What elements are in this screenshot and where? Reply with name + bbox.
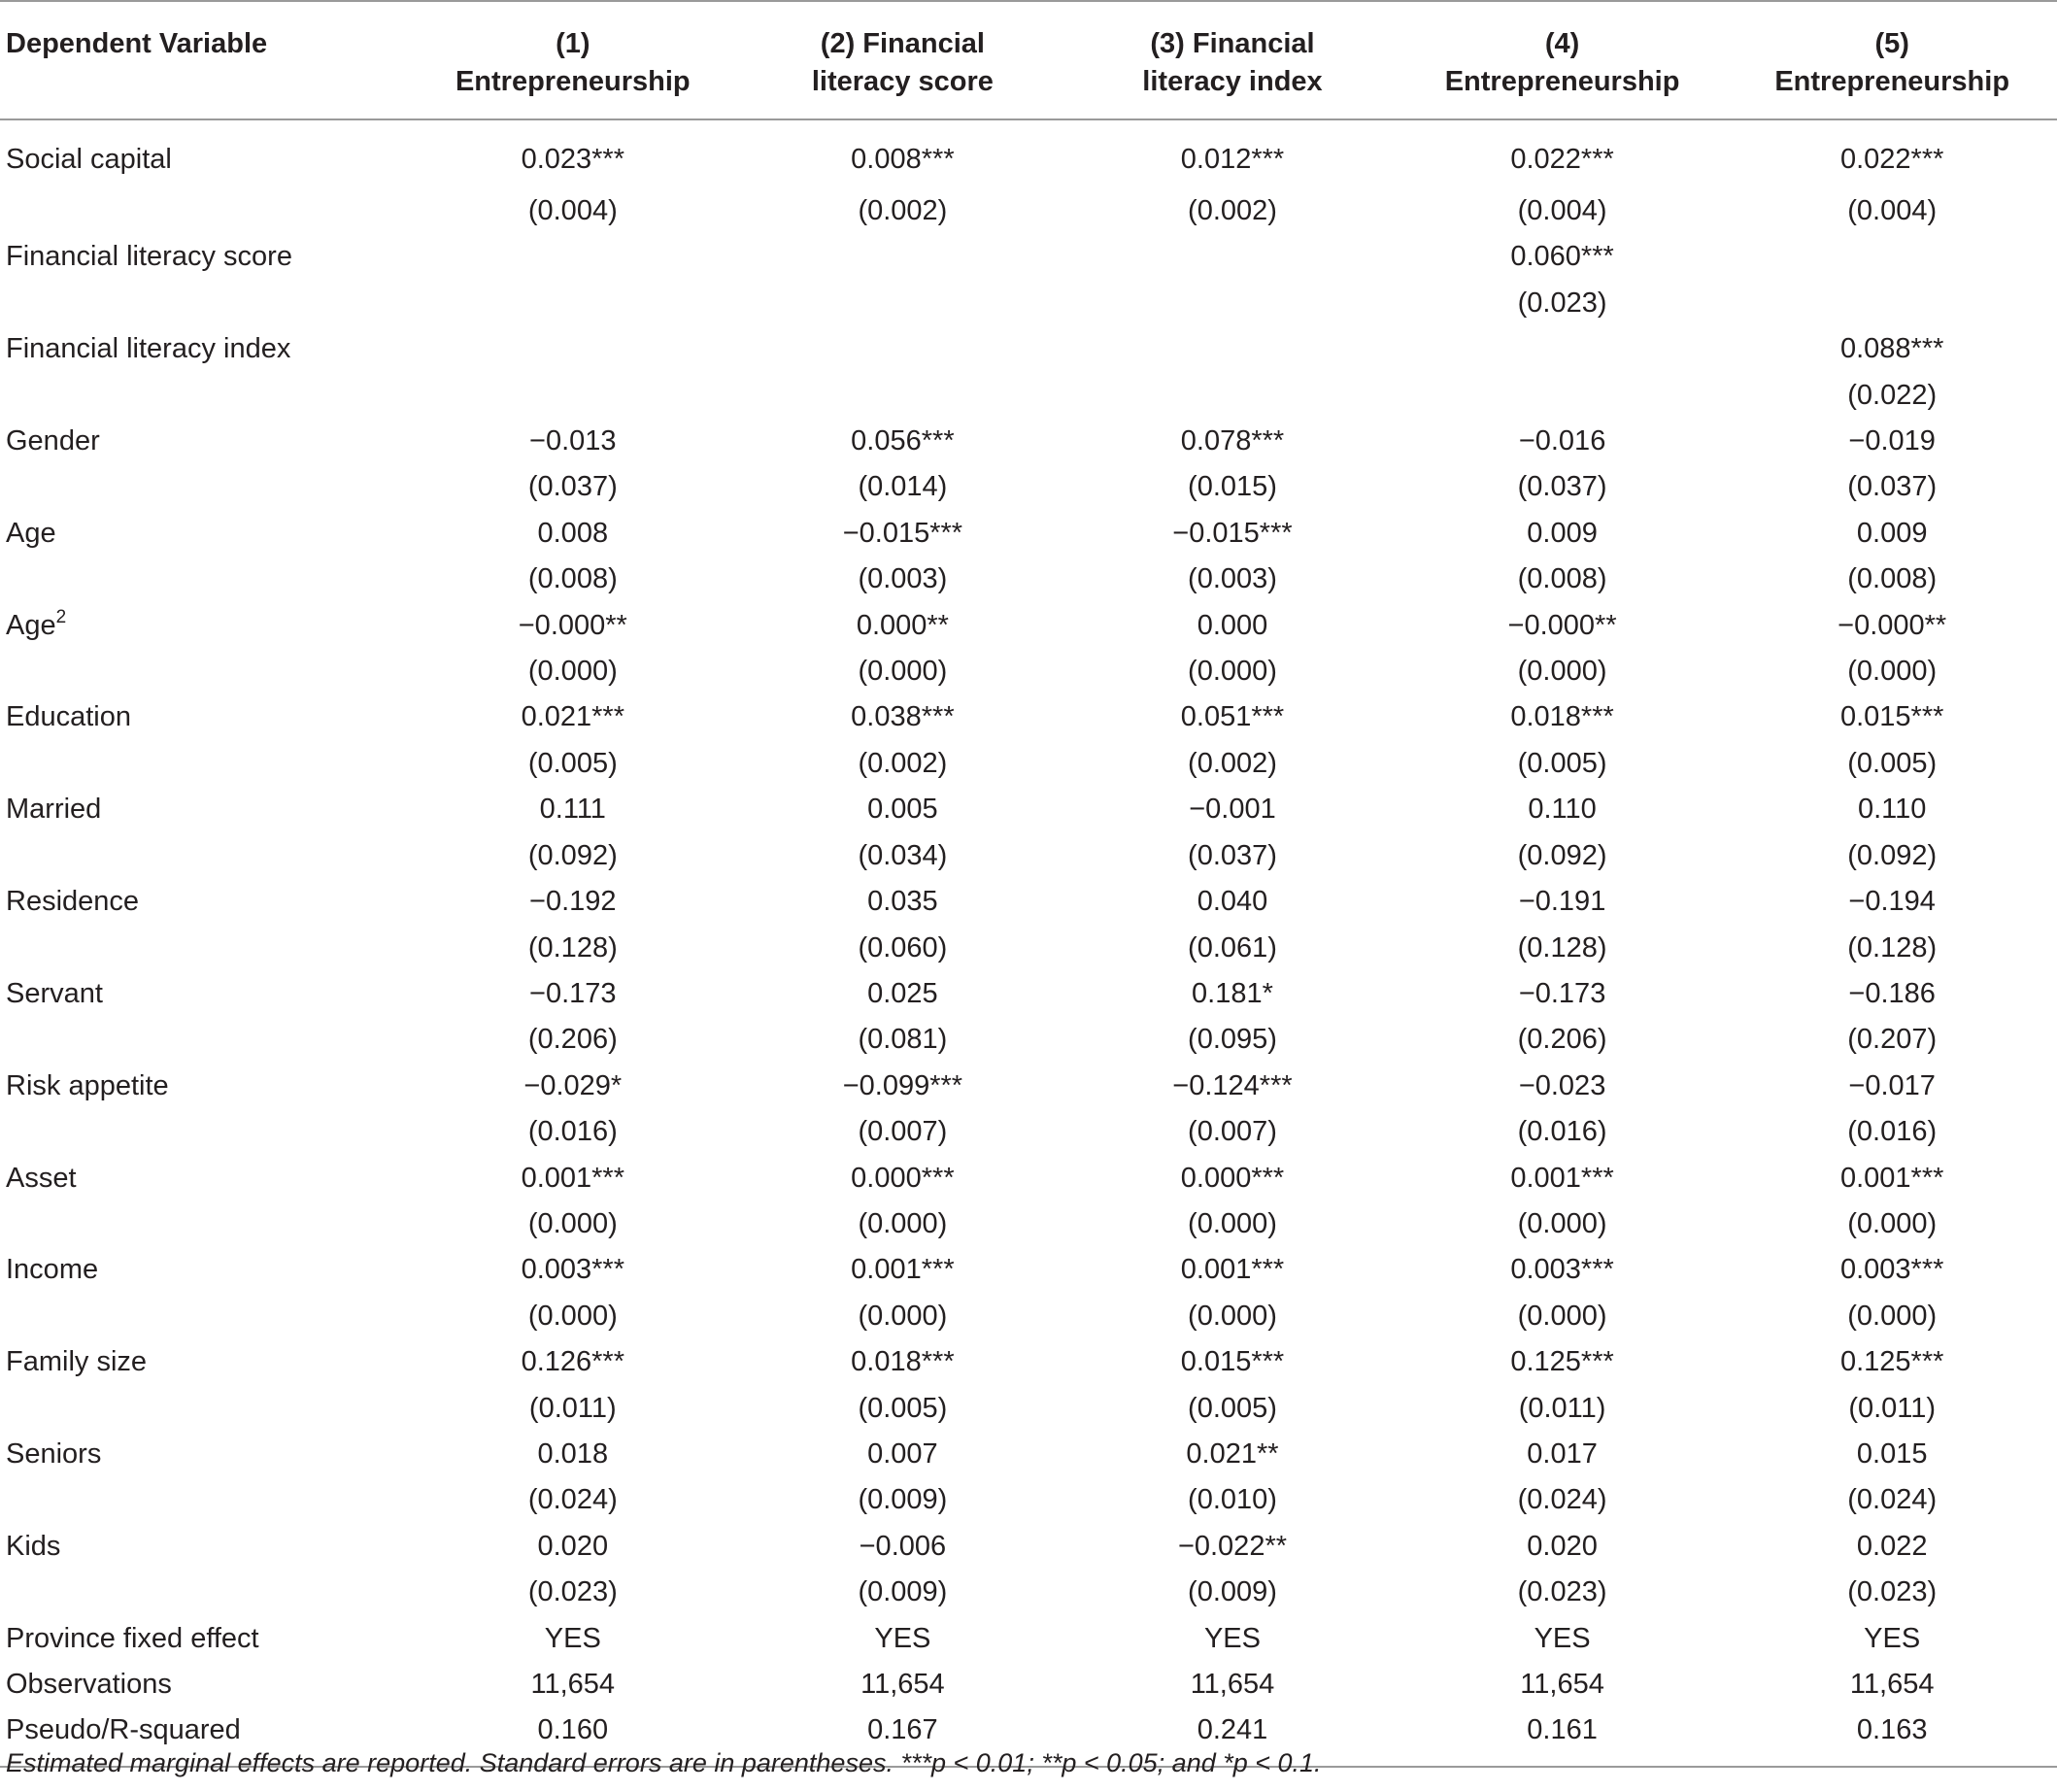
header-column-3	[1067, 1, 1398, 119]
table-row	[0, 1432, 2057, 1477]
table-cell-col-2: (0.009)	[858, 1484, 948, 1516]
table-cell-col-1	[408, 281, 738, 326]
row-label-cell	[0, 464, 408, 510]
row-label-cell	[0, 119, 408, 188]
table-cell-col-2: (0.000)	[858, 1300, 948, 1332]
table-cell-col-4: 0.018***	[1510, 701, 1614, 733]
header-row	[0, 1, 2057, 119]
table-cell-col-4: (0.011)	[1518, 1392, 1606, 1424]
table-row	[0, 1109, 2057, 1155]
table-cell-col-1: −0.173	[529, 977, 617, 1009]
table-cell-col-5: (0.008)	[1847, 563, 1938, 595]
header-column-2-line1: (2) Financial	[820, 28, 985, 59]
table-cell-col-5: (0.024)	[1847, 1484, 1938, 1516]
table-cell-col-2	[738, 326, 1068, 372]
header-column-5	[1727, 1, 2057, 119]
table-row	[0, 1294, 2057, 1339]
table-row	[0, 419, 2057, 464]
table-body	[0, 119, 2057, 1767]
table-cell-col-3: 0.012***	[1180, 144, 1285, 175]
row-label: Asset	[6, 1162, 77, 1194]
header-column-1-line1: (1)	[556, 28, 590, 59]
row-label-cell	[0, 694, 408, 740]
table-cell-col-2: −0.006	[859, 1530, 947, 1562]
table-row	[0, 694, 2057, 740]
table-cell-col-4: (0.092)	[1517, 839, 1607, 871]
table-cell-col-3: (0.000)	[1188, 1207, 1277, 1239]
row-label: Social capital	[6, 144, 172, 175]
row-label-cell	[0, 234, 408, 280]
table-row	[0, 926, 2057, 971]
table-cell-col-3: (0.003)	[1188, 563, 1277, 595]
table-cell-col-3: 11,654	[1190, 1669, 1275, 1700]
table-cell-col-1: (0.000)	[527, 1207, 618, 1239]
table-cell-col-1	[408, 326, 738, 372]
table-cell-col-5: (0.000)	[1847, 656, 1938, 688]
table-cell-col-1: (0.000)	[527, 1300, 618, 1332]
table-row	[0, 971, 2057, 1017]
table-cell-col-4: (0.016)	[1517, 1116, 1607, 1148]
table-cell-col-5: 0.015***	[1839, 701, 1944, 733]
table-cell-col-3: (0.061)	[1188, 931, 1277, 964]
table-cell-col-4	[1398, 326, 1728, 372]
table-cell-col-5: 0.001***	[1839, 1162, 1944, 1194]
table-cell-col-4: (0.005)	[1517, 747, 1607, 779]
table-cell-col-4: −0.016	[1518, 425, 1606, 457]
table-row	[0, 1064, 2057, 1109]
row-label-cell	[0, 741, 408, 787]
table-cell-col-2: YES	[874, 1622, 931, 1654]
table-cell-col-2: 0.001***	[851, 1254, 955, 1286]
table-cell-col-3: (0.002)	[1188, 195, 1277, 226]
table-cell-col-3: 0.078***	[1180, 425, 1285, 457]
table-cell-col-4: (0.000)	[1517, 1300, 1607, 1332]
table-cell-col-3	[1067, 373, 1398, 419]
table-row	[0, 326, 2057, 372]
table-cell-col-5: 0.009	[1856, 517, 1928, 549]
row-label: Education	[6, 701, 131, 733]
table-cell-col-4: (0.206)	[1517, 1024, 1607, 1056]
table-row	[0, 557, 2057, 602]
table-cell-col-3: (0.010)	[1188, 1484, 1277, 1516]
row-label-cell	[0, 373, 408, 419]
row-label-cell	[0, 1477, 408, 1523]
header-column-2	[738, 1, 1068, 119]
table-cell-col-1: (0.128)	[527, 931, 618, 964]
table-cell-col-5: (0.004)	[1847, 195, 1938, 226]
table-cell-col-4: (0.000)	[1517, 1207, 1607, 1239]
row-label-cell	[0, 1386, 408, 1432]
table-cell-col-3: −0.001	[1189, 794, 1276, 826]
table-cell-col-3: (0.009)	[1188, 1576, 1277, 1608]
table-cell-col-1: 0.111	[539, 794, 606, 826]
row-label-cell	[0, 419, 408, 464]
table-cell-col-1: (0.092)	[527, 839, 618, 871]
row-label-cell	[0, 1156, 408, 1201]
table-cell-col-5	[1727, 281, 2057, 326]
table-cell-col-2: 0.008***	[851, 144, 955, 175]
table-cell-col-3	[1067, 234, 1398, 280]
table-cell-col-2: (0.005)	[858, 1392, 948, 1424]
table-cell-col-3: −0.015***	[1172, 517, 1293, 549]
table-cell-col-1: (0.037)	[527, 471, 618, 503]
table-row	[0, 373, 2057, 419]
table-cell-col-5: −0.186	[1848, 977, 1936, 1009]
table-cell-col-5: (0.005)	[1847, 747, 1938, 779]
table-cell-col-2: (0.009)	[858, 1576, 948, 1608]
table-cell-col-5: −0.000**	[1838, 609, 1947, 641]
header-column-1-line2: Entrepreneurship	[455, 66, 691, 97]
row-label-cell	[0, 833, 408, 879]
table-cell-col-4: 0.161	[1398, 1707, 1728, 1766]
table-cell-col-5: 0.125***	[1839, 1346, 1944, 1378]
table-cell-col-5: −0.019	[1848, 425, 1936, 457]
table-cell-col-1: 0.020	[537, 1530, 609, 1562]
row-label-cell	[0, 1570, 408, 1615]
table-row	[0, 603, 2057, 649]
table-cell-col-1: (0.206)	[527, 1024, 618, 1056]
table-cell-col-1: 0.001***	[521, 1162, 625, 1194]
table-cell-col-1: 0.160	[408, 1707, 738, 1766]
table-cell-col-1: (0.000)	[527, 656, 618, 688]
row-label-cell	[0, 603, 408, 649]
header-dependent-variable: Dependent Variable	[0, 1, 408, 119]
table-row	[0, 1201, 2057, 1247]
table-row	[0, 511, 2057, 557]
table-cell-col-4: (0.024)	[1517, 1484, 1607, 1516]
header-column-2-line2: literacy score	[811, 66, 994, 97]
table-cell-col-2: 0.018***	[851, 1346, 955, 1378]
table-cell-col-3: (0.005)	[1188, 1392, 1277, 1424]
table-cell-col-4: −0.191	[1518, 886, 1606, 918]
row-label: Observations	[6, 1669, 172, 1700]
row-label-cell	[0, 971, 408, 1017]
table-cell-col-5: 0.110	[1857, 794, 1927, 826]
table-cell-col-2: (0.007)	[858, 1116, 948, 1148]
table-cell-col-2	[738, 281, 1068, 326]
table-cell-col-3: 0.015***	[1180, 1346, 1285, 1378]
table-cell-col-4: 0.125***	[1510, 1346, 1614, 1378]
table-row	[0, 464, 2057, 510]
table-cell-col-4: 0.009	[1527, 517, 1598, 549]
table-cell-col-5: 0.163	[1727, 1707, 2057, 1766]
row-label: Family size	[6, 1346, 148, 1378]
table-cell-col-4: (0.004)	[1517, 195, 1607, 226]
table-cell-col-1: −0.029*	[523, 1069, 623, 1101]
header-column-4-line2: Entrepreneurship	[1444, 66, 1680, 97]
table-cell-col-2	[738, 234, 1068, 280]
table-cell-col-2: (0.002)	[858, 747, 948, 779]
table-cell-col-2: (0.060)	[858, 931, 948, 964]
row-label: Kids	[6, 1530, 61, 1562]
table-row	[0, 1339, 2057, 1385]
header-column-5-line2: Entrepreneurship	[1774, 66, 2010, 97]
row-label-cell	[0, 879, 408, 925]
table-cell-col-2: 11,654	[860, 1669, 945, 1700]
table-cell-col-4: 0.017	[1527, 1437, 1598, 1470]
table-row	[0, 281, 2057, 326]
table-row	[0, 1570, 2057, 1615]
table-cell-col-4: (0.128)	[1517, 931, 1607, 964]
table-cell-col-1: (0.016)	[527, 1116, 618, 1148]
table-cell-col-5: 0.022***	[1839, 144, 1944, 175]
row-label-cell	[0, 1294, 408, 1339]
table-cell-col-1: 11,654	[530, 1669, 616, 1700]
row-label-cell	[0, 926, 408, 971]
table-cell-col-1: 0.003***	[521, 1254, 625, 1286]
table-cell-col-3: 0.000***	[1180, 1162, 1285, 1194]
row-label-cell	[0, 1616, 408, 1662]
table-cell-col-5: YES	[1864, 1622, 1921, 1654]
table-cell-col-5	[1727, 234, 2057, 280]
table-row	[0, 1156, 2057, 1201]
table-cell-col-4: 0.060***	[1510, 241, 1614, 273]
table-cell-col-5: 11,654	[1849, 1669, 1935, 1700]
table-cell-col-2: −0.099***	[842, 1069, 963, 1101]
table-cell-col-2: (0.003)	[858, 563, 948, 595]
row-label: Age	[6, 609, 56, 641]
table-cell-col-2: (0.081)	[858, 1024, 948, 1056]
row-label: Risk appetite	[6, 1069, 169, 1101]
row-label: Servant	[6, 977, 103, 1009]
table-cell-col-1: (0.004)	[527, 195, 618, 226]
table-cell-col-4: (0.023)	[1517, 287, 1607, 319]
table-row	[0, 741, 2057, 787]
row-label-cell	[0, 326, 408, 372]
table-cell-col-4: 0.003***	[1510, 1254, 1614, 1286]
header-column-5-line1: (5)	[1874, 28, 1909, 59]
table-cell-col-3: 0.001***	[1180, 1254, 1285, 1286]
row-label-cell	[0, 1017, 408, 1063]
table-row	[0, 879, 2057, 925]
table-cell-col-5: (0.037)	[1847, 471, 1938, 503]
table-cell-col-4: (0.023)	[1517, 1576, 1607, 1608]
table-row	[0, 649, 2057, 694]
table-cell-col-2: 0.025	[867, 977, 938, 1009]
table-row	[0, 119, 2057, 188]
table-cell-col-4: YES	[1534, 1622, 1591, 1654]
table-cell-col-1	[408, 234, 738, 280]
row-label: Pseudo/R-squared	[6, 1714, 241, 1746]
row-label: Gender	[6, 425, 100, 457]
table-row	[0, 833, 2057, 879]
row-label-cell	[0, 1064, 408, 1109]
table-cell-col-2: (0.034)	[858, 839, 948, 871]
table-cell-col-4: (0.037)	[1517, 471, 1607, 503]
table-cell-col-3: 0.021**	[1186, 1437, 1279, 1470]
row-label-cell	[0, 1662, 408, 1707]
table-cell-col-1: YES	[544, 1622, 601, 1654]
table-row	[0, 1386, 2057, 1432]
table-cell-col-5: (0.000)	[1847, 1300, 1938, 1332]
table-cell-col-5: 0.003***	[1839, 1254, 1944, 1286]
row-label-cell	[0, 1524, 408, 1570]
table-cell-col-1: 0.018	[537, 1437, 609, 1470]
table-cell-col-1: (0.023)	[527, 1576, 618, 1608]
table-cell-col-5: 0.015	[1856, 1437, 1928, 1470]
table-cell-col-3: 0.241	[1067, 1707, 1398, 1766]
table-cell-col-4: 0.022***	[1510, 144, 1614, 175]
row-label-cell	[0, 1432, 408, 1477]
table-cell-col-2: 0.167	[738, 1707, 1068, 1766]
table-cell-col-1: (0.008)	[527, 563, 618, 595]
row-label: Financial literacy score	[6, 241, 292, 273]
table-cell-col-4	[1398, 373, 1728, 419]
table-cell-col-2: −0.015***	[842, 517, 963, 549]
table-cell-col-3: 0.000	[1197, 609, 1268, 641]
table-row	[0, 234, 2057, 280]
table-cell-col-3: 0.051***	[1180, 701, 1285, 733]
table-cell-col-5: −0.194	[1848, 886, 1936, 918]
table-cell-col-3: (0.000)	[1188, 1300, 1277, 1332]
table-row	[0, 1616, 2057, 1662]
table-cell-col-1: 0.008	[537, 517, 609, 549]
table-cell-col-5: (0.207)	[1847, 1024, 1938, 1056]
table-cell-col-2: 0.000***	[851, 1162, 955, 1194]
table-cell-col-5: (0.128)	[1847, 931, 1938, 964]
row-label: Province fixed effect	[6, 1622, 259, 1654]
table-cell-col-2: (0.002)	[858, 195, 948, 226]
table-cell-col-4: −0.000**	[1507, 609, 1617, 641]
table-cell-col-3: −0.124***	[1172, 1069, 1293, 1101]
table-cell-col-2: 0.035	[867, 886, 938, 918]
table-footnote: Estimated marginal effects are reported. Standard errors are in parentheses. ***p < 0.01; **p < 0.05; and *p < 0.1.	[6, 1748, 1322, 1777]
table-row	[0, 1017, 2057, 1063]
row-label-cell	[0, 1109, 408, 1155]
table-row	[0, 1477, 2057, 1523]
row-label: Residence	[6, 886, 140, 918]
table-cell-col-5: (0.016)	[1847, 1116, 1938, 1148]
table-cell-col-3: (0.037)	[1188, 839, 1277, 871]
table-cell-col-3: 0.040	[1197, 886, 1268, 918]
table-cell-col-1: 0.126***	[521, 1346, 625, 1378]
row-label-cell	[0, 281, 408, 326]
table-cell-col-4: −0.023	[1518, 1069, 1606, 1101]
table-cell-col-1: (0.011)	[528, 1392, 617, 1424]
table-cell-col-3: −0.022**	[1177, 1530, 1288, 1562]
header-column-3-line1: (3) Financial	[1150, 28, 1315, 59]
table-cell-col-3: YES	[1203, 1622, 1261, 1654]
table-cell-col-1	[408, 373, 738, 419]
table-cell-col-2: 0.000**	[856, 609, 949, 641]
table-cell-col-2: (0.014)	[858, 471, 948, 503]
table-row	[0, 188, 2057, 234]
row-label-cell	[0, 511, 408, 557]
table-cell-col-2: (0.000)	[858, 1207, 948, 1239]
row-label-cell	[0, 1201, 408, 1247]
row-label: Seniors	[6, 1437, 102, 1470]
table-cell-col-1: −0.000**	[518, 609, 627, 641]
table-cell-col-4: −0.173	[1518, 977, 1606, 1009]
table-cell-col-5: (0.023)	[1847, 1576, 1938, 1608]
table-cell-col-4: 0.020	[1527, 1530, 1598, 1562]
header-column-4-line1: (4)	[1544, 28, 1580, 59]
table-cell-col-3: (0.007)	[1188, 1116, 1277, 1148]
table-cell-col-1: (0.005)	[527, 747, 618, 779]
header-column-4	[1398, 1, 1728, 119]
table-cell-col-1: 0.021***	[521, 701, 625, 733]
row-label: Income	[6, 1254, 99, 1286]
table-cell-col-5: 0.088***	[1839, 333, 1944, 365]
row-label-cell	[0, 787, 408, 832]
table-cell-col-3	[1067, 326, 1398, 372]
table-cell-col-4: 0.110	[1528, 794, 1597, 826]
table-cell-col-1: (0.024)	[527, 1484, 618, 1516]
table-cell-col-2	[738, 373, 1068, 419]
table-row	[0, 1524, 2057, 1570]
table-cell-col-3: (0.002)	[1188, 747, 1277, 779]
table-cell-col-3: (0.000)	[1188, 656, 1277, 688]
table-cell-col-4: 11,654	[1520, 1669, 1604, 1700]
table-cell-col-3	[1067, 281, 1398, 326]
table-cell-col-2: 0.056***	[851, 425, 955, 457]
table-cell-col-1: 0.023***	[521, 144, 625, 175]
row-label-cell	[0, 557, 408, 602]
table-cell-col-5: (0.092)	[1847, 839, 1938, 871]
table-row	[0, 1247, 2057, 1293]
table-row	[0, 1662, 2057, 1707]
row-label: Married	[6, 794, 102, 826]
table-cell-col-5: 0.022	[1856, 1530, 1928, 1562]
table-row	[0, 787, 2057, 832]
table-header	[0, 1, 2057, 119]
table-cell-col-4: (0.008)	[1517, 563, 1607, 595]
row-label: Financial literacy index	[6, 333, 291, 365]
table-cell-col-2: 0.005	[867, 794, 938, 826]
table-cell-col-3: (0.095)	[1188, 1024, 1277, 1056]
row-label-cell	[0, 188, 408, 234]
table-cell-col-5: (0.000)	[1847, 1207, 1938, 1239]
table-cell-col-2: (0.000)	[858, 656, 948, 688]
row-label-superscript: 2	[55, 606, 67, 627]
table-cell-col-1: −0.013	[529, 425, 617, 457]
table-cell-col-5: −0.017	[1848, 1069, 1936, 1101]
row-label: Age	[6, 517, 56, 549]
table-cell-col-2: 0.007	[867, 1437, 938, 1470]
table-cell-col-3: 0.181*	[1192, 977, 1273, 1009]
header-column-1	[408, 1, 738, 119]
row-label-cell	[0, 1247, 408, 1293]
table-cell-col-4: (0.000)	[1517, 656, 1607, 688]
row-label-cell	[0, 649, 408, 694]
table-cell-col-3: (0.015)	[1188, 471, 1277, 503]
header-column-3-line2: literacy index	[1142, 66, 1323, 97]
table-cell-col-4: 0.001***	[1510, 1162, 1614, 1194]
table-cell-col-2: 0.038***	[851, 701, 955, 733]
table-cell-col-1: −0.192	[529, 886, 617, 918]
table-cell-col-5: (0.011)	[1848, 1392, 1937, 1424]
table-cell-col-5: (0.022)	[1847, 379, 1938, 411]
row-label-cell	[0, 1339, 408, 1385]
